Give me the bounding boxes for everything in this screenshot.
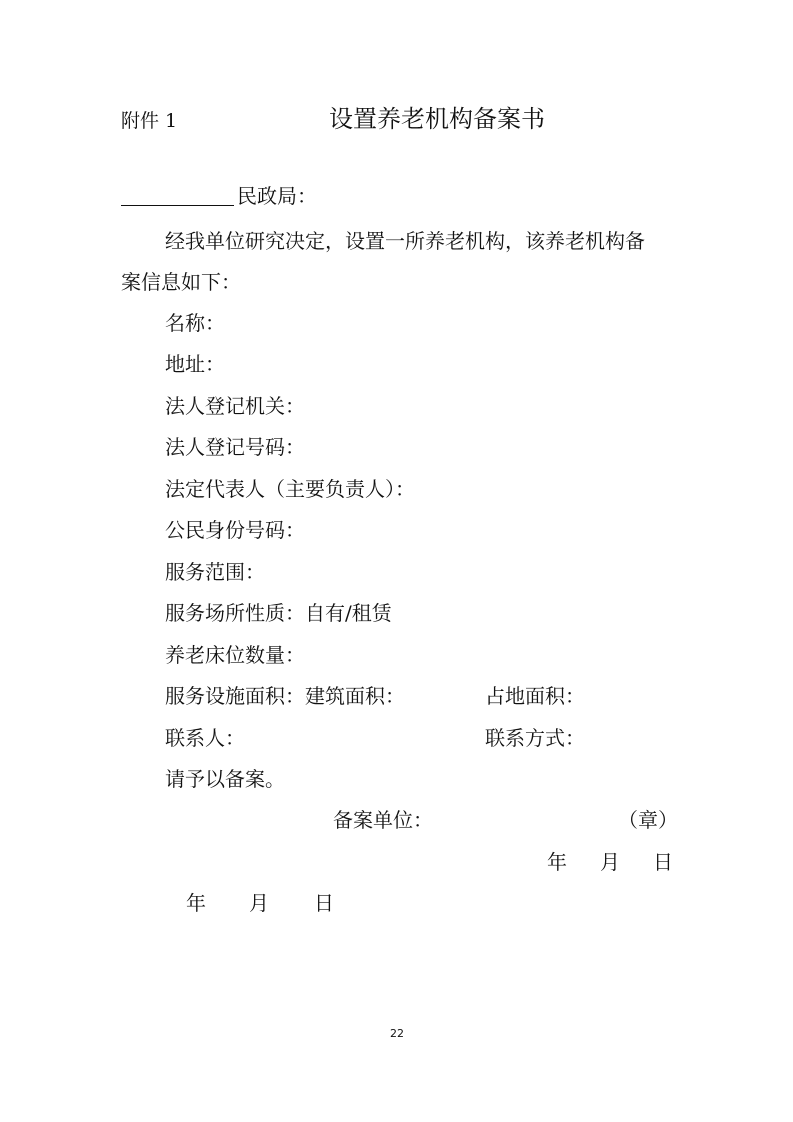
field-premises-nature: 服务场所性质：自有/租赁 bbox=[165, 601, 392, 625]
second-date-year: 年 bbox=[186, 891, 206, 915]
field-land-area: 占地面积： bbox=[485, 684, 585, 708]
field-name: 名称： bbox=[165, 311, 225, 335]
field-facility-area: 服务设施面积：建筑面积： bbox=[165, 684, 405, 708]
intro-paragraph-line-1: 经我单位研究决定，设置一所养老机构，该养老机构备 bbox=[165, 229, 645, 253]
field-address: 地址： bbox=[165, 352, 225, 376]
field-registration-authority: 法人登记机关： bbox=[165, 394, 305, 418]
request-text: 请予以备案。 bbox=[165, 767, 285, 791]
seal-label: （章） bbox=[618, 808, 678, 832]
field-legal-representative: 法定代表人（主要负责人）： bbox=[165, 477, 415, 501]
second-date-month: 月 bbox=[249, 891, 269, 915]
field-id-number: 公民身份号码： bbox=[165, 518, 305, 542]
attachment-label: 附件 1 bbox=[121, 110, 178, 132]
signature-date-month: 月 bbox=[600, 850, 620, 874]
addressee-blank-line bbox=[121, 205, 234, 206]
field-service-scope: 服务范围： bbox=[165, 560, 265, 584]
document-title: 设置养老机构备案书 bbox=[329, 105, 545, 133]
field-bed-count: 养老床位数量： bbox=[165, 643, 305, 667]
second-date-day: 日 bbox=[314, 891, 334, 915]
intro-paragraph-line-2: 案信息如下： bbox=[121, 270, 241, 294]
signature-date-year: 年 bbox=[547, 850, 567, 874]
field-registration-number: 法人登记号码： bbox=[165, 435, 305, 459]
filing-unit-label: 备案单位： bbox=[333, 808, 433, 832]
signature-date-day: 日 bbox=[653, 850, 673, 874]
field-contact-person: 联系人： bbox=[165, 726, 245, 750]
page-number: 22 bbox=[390, 1027, 404, 1040]
addressee: 民政局： bbox=[237, 184, 317, 208]
field-contact-method: 联系方式： bbox=[485, 726, 585, 750]
